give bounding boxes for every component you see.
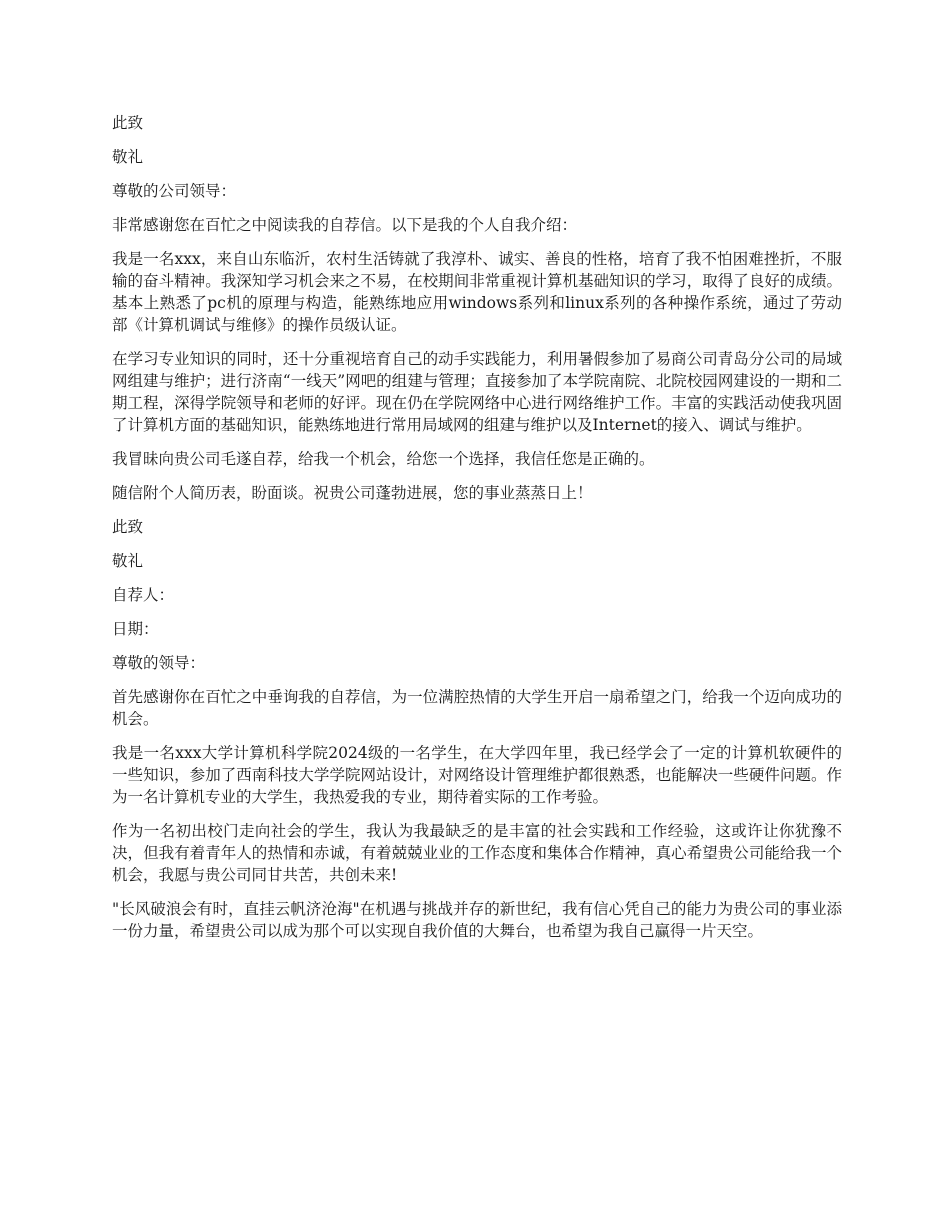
practice-paragraph: 在学习专业知识的同时，还十分重视培育自己的动手实践能力，利用暑假参加了易商公司青岛分公司的局域网组建与维护；进行济南“一线天”网吧的组建与管理；直接参加了本学院南院、北院校园网建设的一期和二期工程，深得学院领导和老师的好评。现在仍在学院网络中心进行网络维护工作。丰富的实践活动使我巩固了计算机方面的基础知识，能熟练地进行常用局域网的组建与维护以及Internet的接入、调试与维护。: [112, 350, 842, 434]
student-paragraph: 我是一名xxx大学计算机科学院2024级的一名学生，在大学四年里，我已经学会了一定的计算机软硬件的一些知识，参加了西南科技大学学院网站设计，对网络设计管理维护都很熟悉，也能解决一些硬件问题。作为一名计算机专业的大学生，我热爱我的专业，期待着实际的工作考验。: [112, 744, 842, 806]
signature-line: 自荐人：: [112, 586, 175, 604]
intro-paragraph: 非常感谢您在百忙之中阅读我的自荐信。以下是我的个人自我介绍：: [112, 216, 578, 234]
closing-regards: 敬礼: [112, 148, 144, 166]
greeting-2: 尊敬的领导：: [112, 654, 206, 672]
aspiration-paragraph: 作为一名初出校门走向社会的学生，我认为我最缺乏的是丰富的社会实践和工作经验，这或许让你犹豫不决，但我有着青年人的热情和赤诚，有着兢兢业业的工作态度和集体合作精神，真心希望贵公司能给我一个机会，我愿与贵公司同甘共苦，共创未来!: [112, 822, 842, 884]
background-paragraph: 我是一名xxx，来自山东临沂，农村生活铸就了我淳朴、诚实、善良的性格，培育了我不怕困难挫折，不服输的奋斗精神。我深知学习机会来之不易，在校期间非常重视计算机基础知识的学习，取得了良好的成绩。基本上熟悉了pc机的原理与构造，能熟练地应用windows系列和linux系列的各种操作系统，通过了劳动部《计算机调试与维修》的操作员级认证。: [112, 250, 842, 334]
date-line: 日期：: [112, 620, 159, 638]
closing-salutation: 此致: [112, 114, 144, 132]
self-recommend-paragraph: 我冒昧向贵公司毛遂自荐，给我一个机会，给您一个选择，我信任您是正确的。: [112, 450, 655, 468]
attachment-paragraph: 随信附个人简历表，盼面谈。祝贵公司蓬勃进展，您的事业蒸蒸日上！: [112, 484, 593, 502]
closing-salutation-2: 此致: [112, 518, 144, 536]
greeting: 尊敬的公司领导：: [112, 182, 237, 200]
letter-body: [112, 112, 842, 954]
closing-regards-2: 敬礼: [112, 552, 144, 570]
closing-quote-paragraph: "长风破浪会有时，直挂云帆济沧海"在机遇与挑战并存的新世纪，我有信心凭自己的能力为贵公司的事业添一份力量，希望贵公司以成为那个可以实现自我价值的大舞台，也希望为我自己赢得一片天空。: [112, 900, 842, 940]
thanks-paragraph: 首先感谢你在百忙之中垂询我的自荐信，为一位满腔热情的大学生开启一扇希望之门，给我一个迈向成功的机会。: [112, 688, 842, 728]
